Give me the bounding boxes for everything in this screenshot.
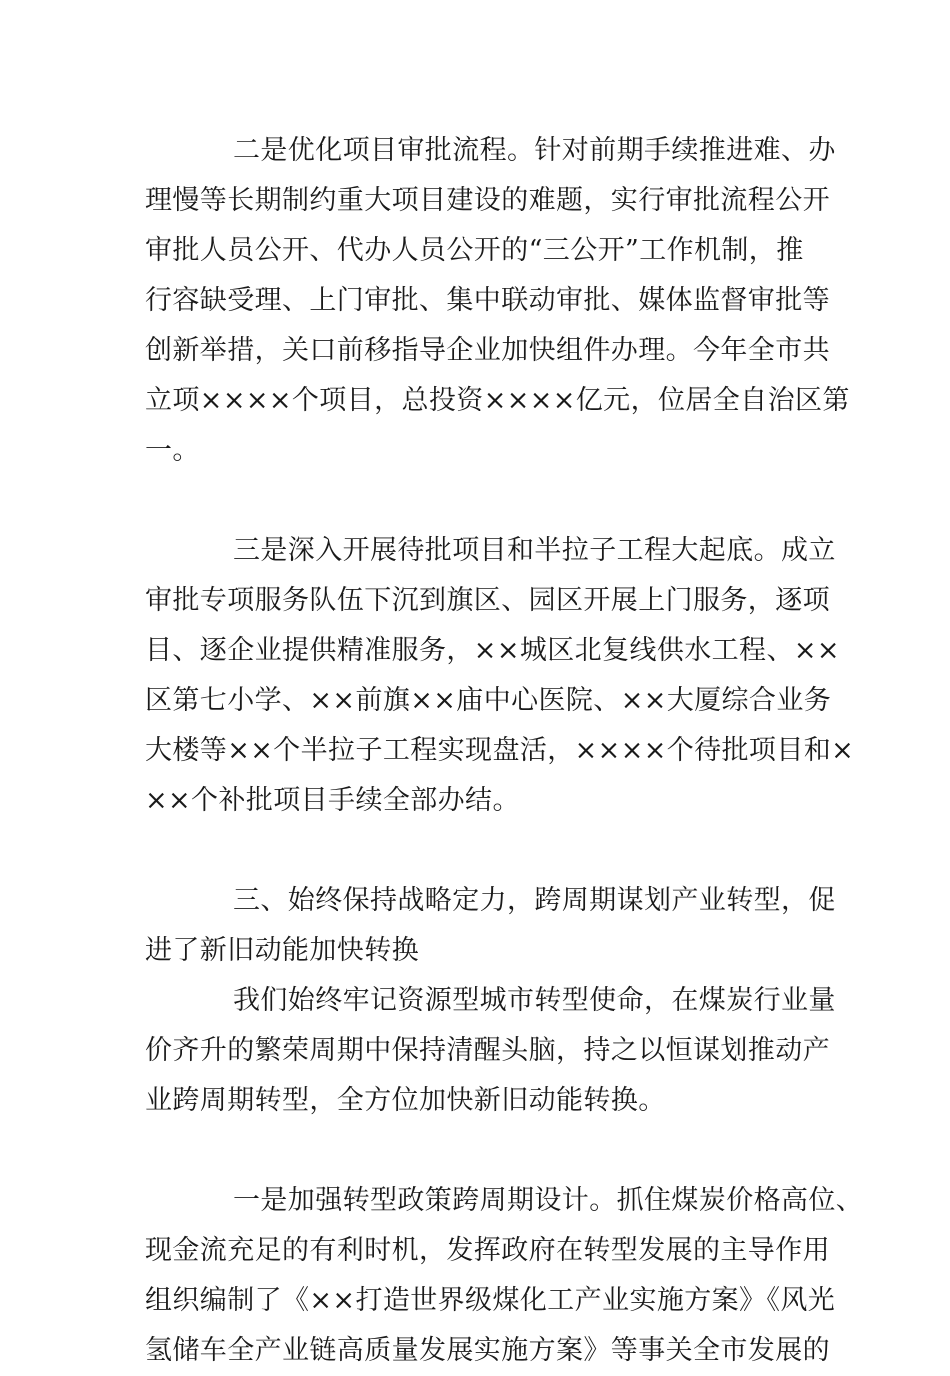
text-line: 组织编制了《××打造世界级煤化工产业实施方案》《风光 <box>145 1285 836 1316</box>
text-line: 区第七小学、××前旗××庙中心医院、××大厦综合业务 <box>145 685 832 716</box>
text-line: 一是加强转型政策跨周期设计。抓住煤炭价格高位、 <box>233 1185 864 1216</box>
paragraph-spacer <box>145 1126 810 1176</box>
paragraph-approval-process <box>145 126 850 476</box>
text-line: 二是优化项目审批流程。针对前期手续推进难、办 <box>233 135 836 166</box>
text-line: 审批人员公开、代办人员公开的“三公开”工作机制，推 <box>145 235 804 266</box>
text-line: ××个补批项目手续全部办结。 <box>145 785 520 816</box>
text-line: 我们始终牢记资源型城市转型使命，在煤炭行业量 <box>233 985 836 1016</box>
text-line: 三、始终保持战略定力，跨周期谋划产业转型，促 <box>233 885 836 916</box>
text-line: 三是深入开展待批项目和半拉子工程大起底。成立 <box>233 535 836 566</box>
text-line: 立项××××个项目，总投资××××亿元，位居全自治区第 <box>145 385 850 416</box>
paragraph-spacer <box>145 826 810 876</box>
paragraph-policy-design <box>145 1176 864 1376</box>
paragraph-pending-projects <box>145 526 855 826</box>
paragraph-spacer <box>145 476 810 526</box>
text-line: 创新举措，关口前移指导企业加快组件办理。今年全市共 <box>145 335 830 366</box>
paragraph-transformation-mission <box>145 976 836 1126</box>
document-body <box>145 126 864 1376</box>
text-line: 大楼等××个半拉子工程实现盘活，××××个待批项目和× <box>145 735 855 766</box>
text-line: 行容缺受理、上门审批、集中联动审批、媒体监督审批等 <box>145 285 830 316</box>
text-line: 审批专项服务队伍下沉到旗区、园区开展上门服务，逐项 <box>145 585 830 616</box>
text-line: 价齐升的繁荣周期中保持清醒头脑，持之以恒谋划推动产 <box>145 1035 830 1066</box>
text-line: 进了新旧动能加快转换 <box>145 935 419 966</box>
text-line: 氢储车全产业链高质量发展实施方案》等事关全市发展的 <box>145 1335 830 1366</box>
text-line: 目、逐企业提供精准服务，××城区北复线供水工程、×× <box>145 635 840 666</box>
text-line: 一。 <box>145 435 200 466</box>
text-line: 现金流充足的有利时机，发挥政府在转型发展的主导作用 <box>145 1235 830 1266</box>
text-line: 理慢等长期制约重大项目建设的难题，实行审批流程公开 <box>145 185 830 216</box>
section-heading <box>145 876 836 976</box>
text-line: 业跨周期转型，全方位加快新旧动能转换。 <box>145 1085 666 1116</box>
